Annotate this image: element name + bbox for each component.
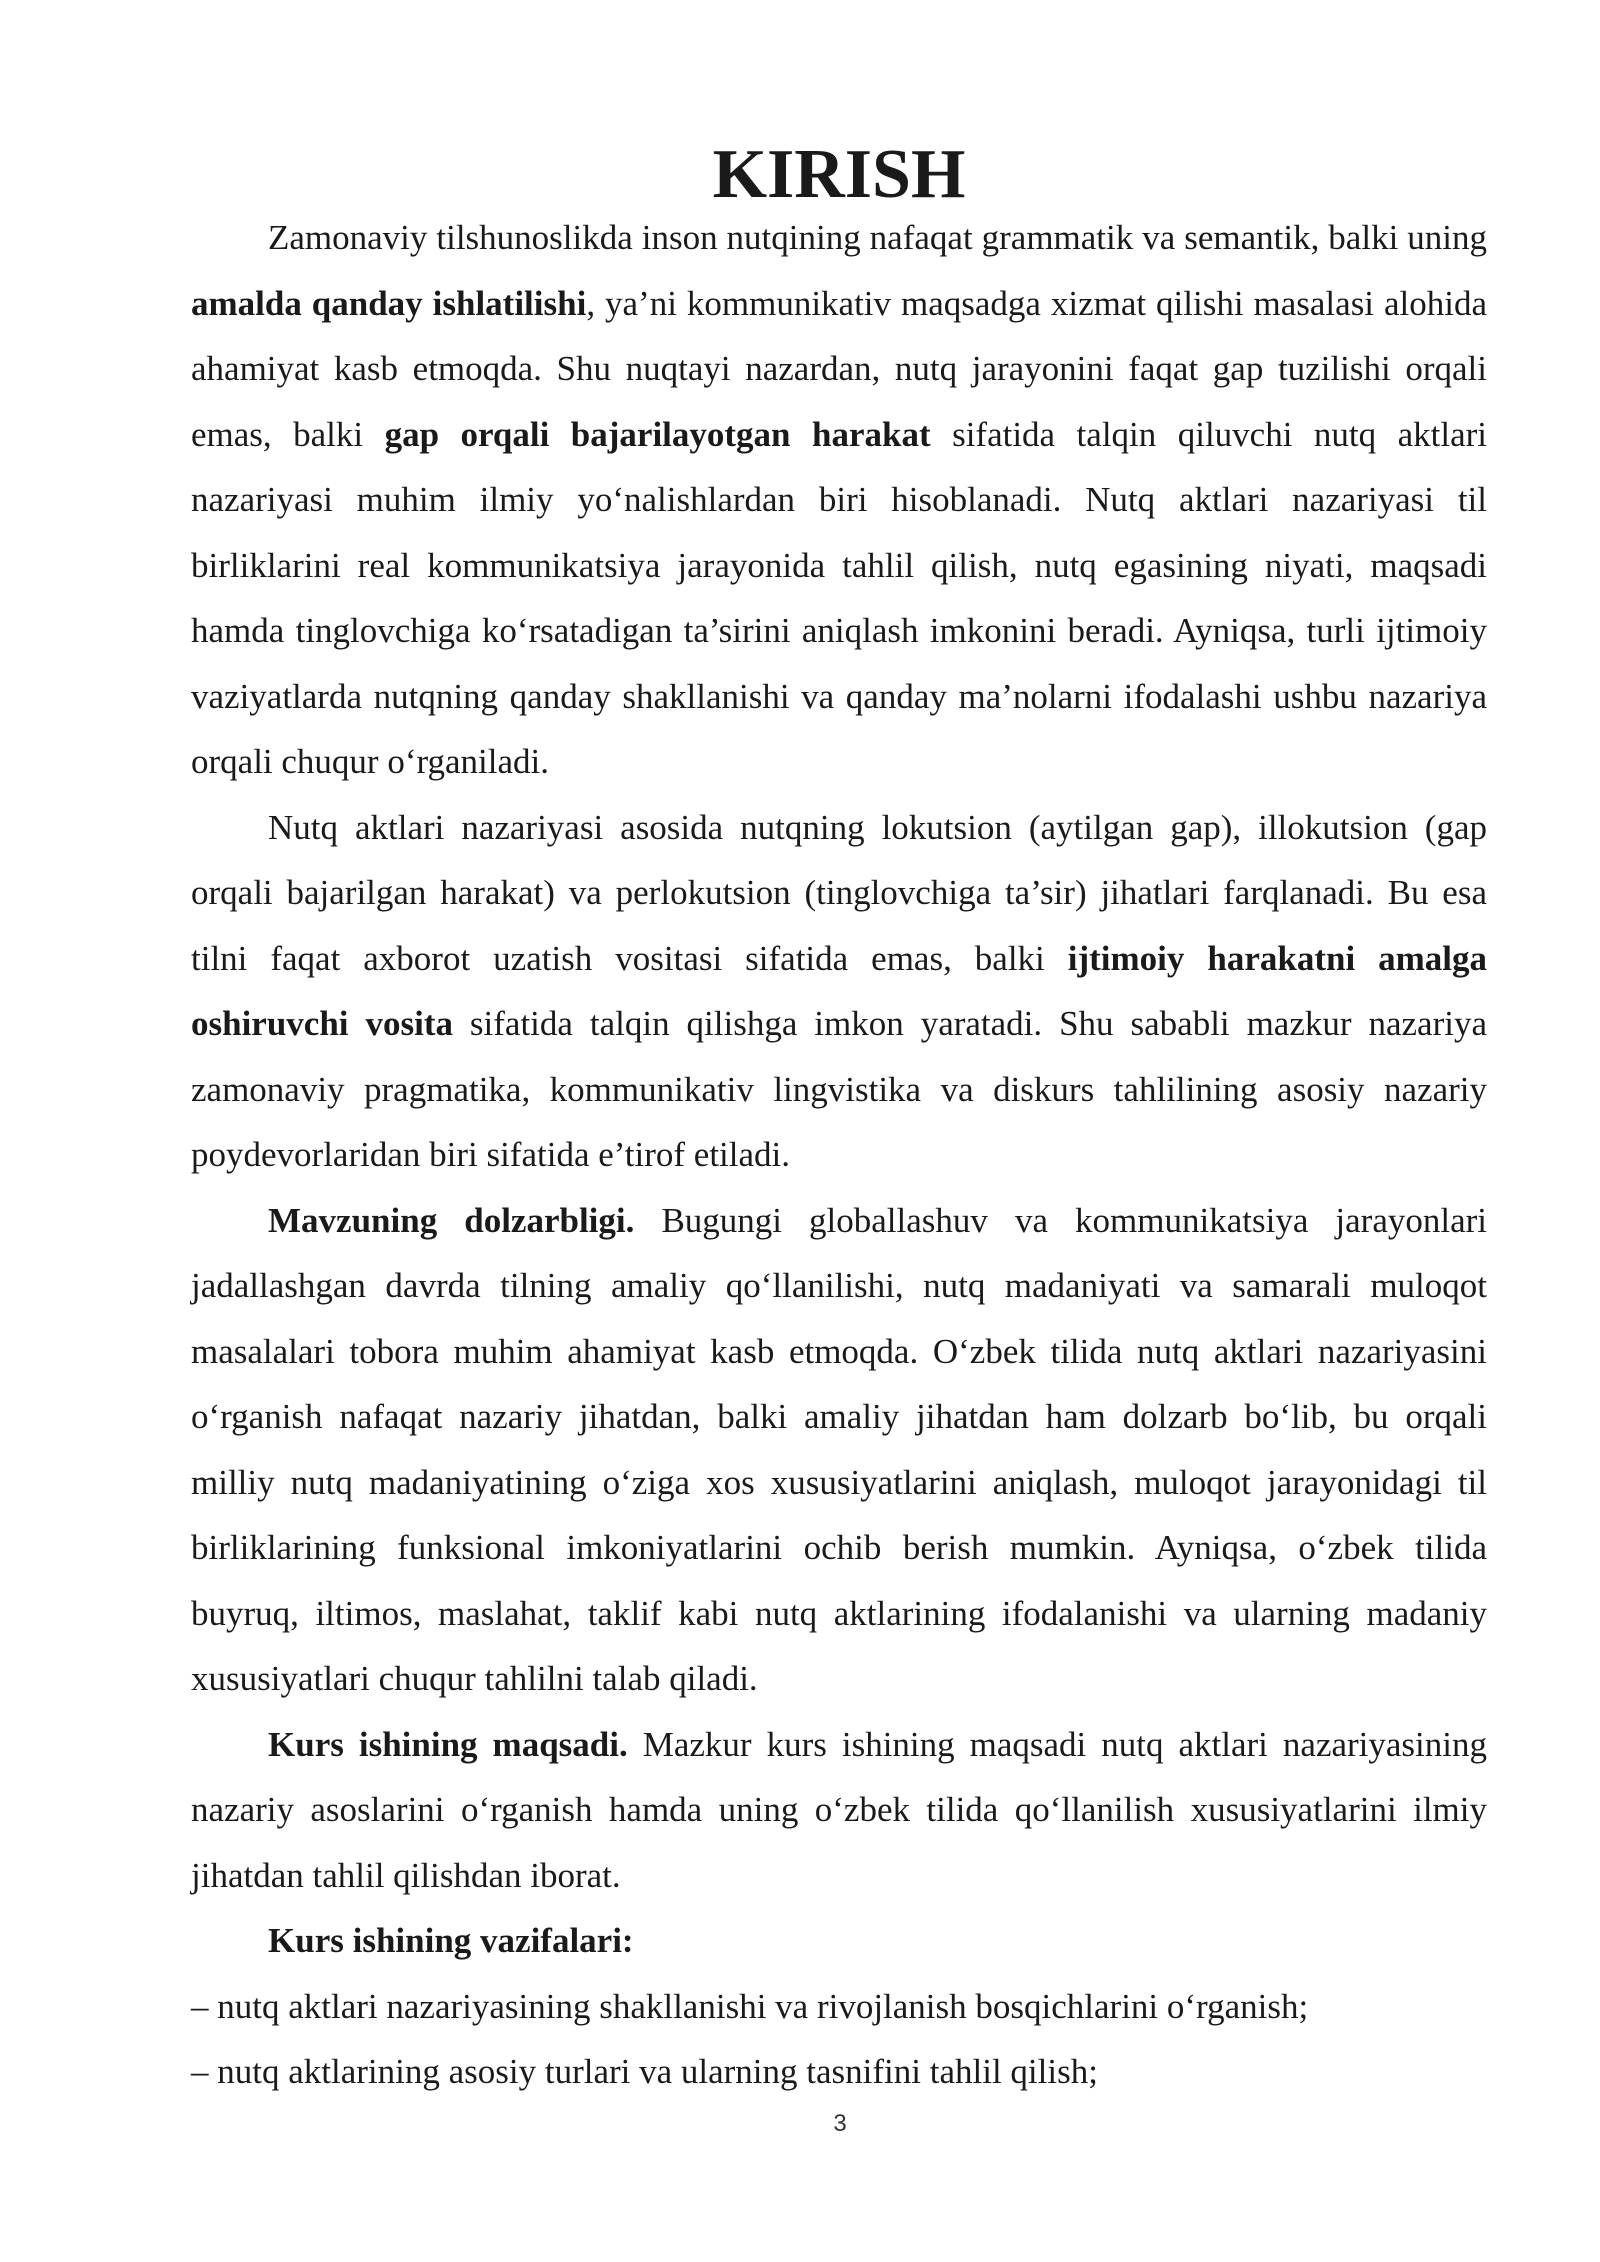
text-run: sifatida talqin qilishga imkon yaratadi. Shu sababli mazkur nazariya zamonaviy pragmatika, kommunikativ lingvistika va diskurs tahlilining asosiy nazariy poydevorlaridan biri sifatida e’tirof etiladi. [191, 1004, 1487, 1174]
paragraph-goal [191, 1712, 1487, 1909]
tasks-list [191, 1974, 1487, 2105]
bold-phrase: Mavzuning dolzarbligi. [268, 1200, 635, 1240]
task-item: – nutq aktlarining asosiy turlari va ularning tasnifini tahlil qilish; [191, 2052, 1098, 2091]
paragraph-relevance [191, 1188, 1487, 1712]
page-number: 3 [833, 2110, 847, 2137]
text-run: Nutq aktlari nazariyasi asosida nutqning lokutsion (aytilgan gap), illokutsion (gap orqali bajarilgan harakat) va perlokutsion (tinglovchiga ta’sir) jihatlari farqlanadi. Bu esa tilni faqat axborot uzatish vositasi sifatida emas, balki [191, 807, 1487, 978]
text-run: Zamonaviy tilshunoslikda inson nutqining nafaqat grammatik va semantik, balki uning [268, 218, 1487, 257]
text-run: , ya’ni kommunikativ maqsadga xizmat qilishi masalasi alohida ahamiyat kasb etmoqda. Shu nuqtayi nazardan, nutq jarayonini faqat gap tuzilishi orqali emas, balki [191, 283, 1487, 454]
text-run: Bugungi globallashuv va kommunikatsiya jarayonlari jadallashgan davrda tilning amaliy qo‘llanilishi, nutq madaniyati va samarali muloqot masalalari tobora muhim ahamiyat kasb etmoqda. O‘zbek tilida nutq aktlari nazariyasini o‘rganish nafaqat nazariy jihatdan, balki amaliy jihatdan ham dolzarb bo‘lib, bu orqali milliy nutq madaniyatining o‘ziga xos xususiyatlarini aniqlash, muloqot jarayonidagi til birliklarining funksional imkoniyatlarini ochib berish mumkin. Ayniqsa, o‘zbek tilida buyruq, iltimos, maslahat, taklif kabi nutq aktlarining ifodalanishi va ularning madaniy xususiyatlari chuqur tahlilni talab qiladi. [191, 1200, 1487, 1698]
tasks-heading: Kurs ishining vazifalari: [268, 1921, 634, 1960]
text-run: sifatida talqin qiluvchi nutq aktlari nazariyasi muhim ilmiy yo‘nalishlardan biri hisoblanadi. Nutq aktlari nazariyasi til birliklarini real kommunikatsiya jarayonida tahlil qilish, nutq egasining niyati, maqsadi hamda tinglovchiga ko‘rsatadigan ta’sirini aniqlash imkonini beradi. Ayniqsa, turli ijtimoiy vaziyatlarda nutqning qanday shakllanishi va qanday ma’nolarni ifodalashi ushbu nazariya orqali chuqur o‘rganiladi. [191, 414, 1487, 781]
task-item: – nutq aktlari nazariyasining shakllanishi va rivojlanish bosqichlarini o‘rganish; [191, 1986, 1309, 2026]
text-run: Mazkur kurs ishining maqsadi nutq aktlari nazariyasining nazariy asoslarini o‘rganish hamda uning o‘zbek tilida qo‘llanilish xususiyatlarini ilmiy jihatdan tahlil qilishdan iborat. [191, 1724, 1487, 1895]
bold-phrase: ijtimoiy harakatni amalga oshiruvchi vosita [191, 938, 1488, 1043]
paragraph-theory [191, 795, 1487, 1188]
bold-phrase: gap orqali bajarilayotgan harakat [384, 414, 931, 454]
bold-phrase: Kurs ishining maqsadi. [268, 1724, 628, 1764]
page-content [191, 136, 1488, 2105]
bold-phrase: amalda qanday ishlatilishi [191, 283, 587, 323]
paragraph-intro [191, 205, 1487, 795]
page-title: KIRISH [712, 136, 966, 213]
